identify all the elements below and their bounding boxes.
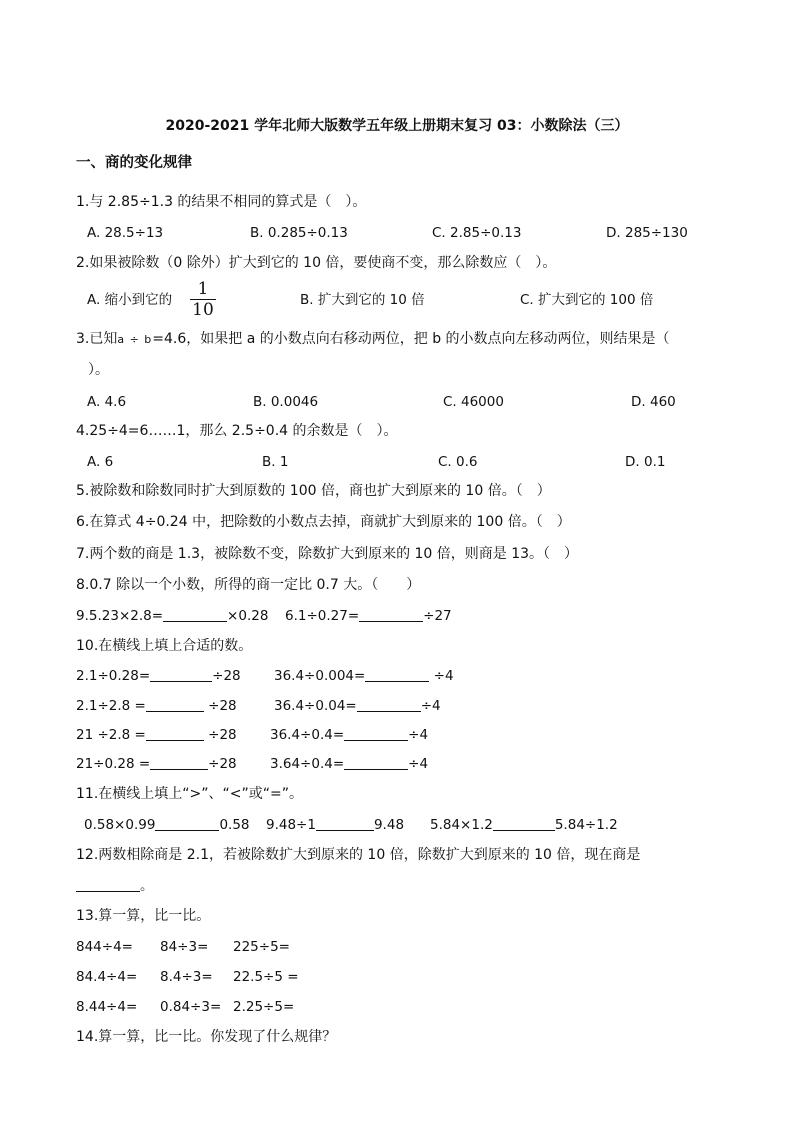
answer-blank[interactable] <box>316 816 374 831</box>
q11b-tail: 9.48 <box>373 817 405 833</box>
q3-ab-expression: a ÷ b <box>117 333 153 346</box>
q11c-expression: 5.84×1.2 <box>430 817 493 833</box>
q9a-expression: 9.5.23×2.8= <box>76 608 164 624</box>
question-3-line2: ）。 <box>88 362 109 378</box>
answer-blank[interactable] <box>493 816 555 831</box>
answer-blank[interactable] <box>150 755 208 770</box>
q10-expression: 21÷0.28 = <box>76 756 151 772</box>
question-9-part-a <box>76 606 268 626</box>
question-8: 8.0.7 除以一个小数，所得的商一定比 0.7 大。（ ） <box>76 577 421 593</box>
q1-option-c: C. 2.85÷0.13 <box>432 225 522 241</box>
q1-option-d: D. 285÷130 <box>606 225 688 241</box>
q1-option-b: B. 0.285÷0.13 <box>250 225 348 241</box>
q4-option-c: C. 0.6 <box>438 454 478 470</box>
q12-tail: 。 <box>140 878 154 894</box>
q4-option-b: B. 1 <box>262 454 289 470</box>
q10-expression: 3.64÷0.4= <box>270 756 345 772</box>
question-5: 5.被除数和除数同时扩大到原数的 100 倍，商也扩大到原来的 10 倍。（ ） <box>76 483 551 499</box>
q11-part-b <box>266 815 404 835</box>
question-10-stem: 10.在横线上填上合适的数。 <box>76 638 253 654</box>
q10-row2-left <box>76 696 237 716</box>
answer-blank[interactable] <box>146 697 204 712</box>
q2-option-b: B. 扩大到它的 10 倍 <box>300 292 425 308</box>
question-14-stem: 14.算一算，比一比。你发现了什么规律？ <box>76 1029 337 1045</box>
q10-tail: ÷28 <box>208 756 237 772</box>
q3-prefix: 3.已知 <box>76 331 118 347</box>
q13-expression: 22.5÷5 = <box>233 969 299 985</box>
question-9-part-b <box>285 606 452 626</box>
q11a-tail: 0.58 <box>219 817 250 833</box>
q4-option-a: A. 6 <box>87 454 114 470</box>
q10-expression: 2.1÷0.28= <box>76 668 151 684</box>
q10-expression: 36.4÷0.04= <box>274 698 357 714</box>
q13-expression: 2.25÷5= <box>233 999 295 1015</box>
answer-blank[interactable] <box>344 755 408 770</box>
q10-tail: ÷4 <box>408 756 429 772</box>
q10-tail: ÷28 <box>203 727 237 743</box>
question-6: 6.在算式 4÷0.24 中，把除数的小数点去掉，商就扩大到原来的 100 倍。（ ） <box>76 514 571 530</box>
question-2-stem: 2.如果被除数（0 除外）扩大到它的 10 倍，要使商不变，那么除数应（ ）。 <box>76 255 557 271</box>
q13-expression: 844÷4= <box>76 939 133 955</box>
q10-tail: ÷28 <box>212 668 241 684</box>
q9a-tail: ×0.28 <box>227 608 269 624</box>
q10-row1-right <box>274 666 454 686</box>
q3-option-a: A. 4.6 <box>87 394 127 410</box>
q2-option-a: A. 缩小到它的 <box>87 292 173 308</box>
q11c-tail: 5.84÷1.2 <box>554 817 618 833</box>
question-1-stem: 1.与 2.85÷1.3 的结果不相同的算式是（ ）。 <box>76 194 367 210</box>
answer-blank[interactable] <box>359 607 423 622</box>
q3-option-d: D. 460 <box>631 394 676 410</box>
q10-row2-right <box>274 696 441 716</box>
q10-row4-left <box>76 754 237 774</box>
answer-blank[interactable] <box>150 667 212 682</box>
q10-tail: ÷28 <box>203 698 237 714</box>
q13-expression: 8.4÷3= <box>160 969 213 985</box>
q9b-tail: ÷27 <box>423 608 452 624</box>
q1-option-a: A. 28.5÷13 <box>87 225 164 241</box>
question-3-stem <box>76 329 670 350</box>
fraction-denominator: 10 <box>192 300 214 320</box>
fraction-numerator: 1 <box>197 279 209 299</box>
q11a-expression: 0.58×0.99 <box>84 817 156 833</box>
q13-expression: 84÷3= <box>160 939 209 955</box>
question-7: 7.两个数的商是 1.3，被除数不变，除数扩大到原来的 10 倍，则商是 13。（ ） <box>76 546 579 562</box>
page-title: 2020-2021 学年北师大版数学五年级上册期末复习 03：小数除法（三） <box>165 118 629 134</box>
q2-option-c: C. 扩大到它的 100 倍 <box>520 292 654 308</box>
answer-blank[interactable] <box>146 726 204 741</box>
q9b-expression: 6.1÷0.27= <box>285 608 360 624</box>
question-12-answer-line <box>76 876 154 896</box>
answer-blank[interactable] <box>357 697 421 712</box>
q10-tail: ÷4 <box>429 668 454 684</box>
answer-blank[interactable] <box>365 667 429 682</box>
q10-tail: ÷4 <box>420 698 441 714</box>
question-11-stem: 11.在横线上填上“>”、“<”或“=”。 <box>76 786 303 802</box>
answer-blank[interactable] <box>344 726 408 741</box>
question-12-stem: 12.两数相除商是 2.1，若被除数扩大到原来的 10 倍，除数扩大到原来的 10 倍，现在商是 <box>76 847 641 863</box>
q10-row1-left <box>76 666 241 686</box>
q3-option-c: C. 46000 <box>443 394 504 410</box>
q10-expression: 36.4÷0.004= <box>274 668 366 684</box>
q3-option-b: B. 0.0046 <box>253 394 319 410</box>
q13-expression: 8.44÷4= <box>76 999 138 1015</box>
q10-row3-left <box>76 725 237 745</box>
answer-blank[interactable] <box>163 607 227 622</box>
section-heading: 一、商的变化规律 <box>76 155 192 171</box>
q4-option-d: D. 0.1 <box>625 454 666 470</box>
q11-part-c <box>430 815 618 835</box>
fraction-one-tenth <box>190 280 216 319</box>
question-13-stem: 13.算一算，比一比。 <box>76 908 211 924</box>
q10-row4-right <box>270 754 428 774</box>
answer-blank[interactable] <box>155 816 219 831</box>
q10-row3-right <box>270 725 428 745</box>
q13-expression: 0.84÷3= <box>160 999 222 1015</box>
q13-expression: 84.4÷4= <box>76 969 138 985</box>
q10-expression: 21 ÷2.8 = <box>76 727 146 743</box>
q11-part-a <box>84 815 250 835</box>
q10-expression: 36.4÷0.4= <box>270 727 345 743</box>
q11b-expression: 9.48÷1 <box>266 817 316 833</box>
question-4-stem: 4.25÷4=6……1，那么 2.5÷0.4 的余数是（ ）。 <box>76 423 398 439</box>
q10-tail: ÷4 <box>408 727 429 743</box>
answer-blank[interactable] <box>76 877 140 892</box>
q13-expression: 225÷5= <box>233 939 290 955</box>
q3-suffix: =4.6，如果把 a 的小数点向右移动两位，把 b 的小数点向左移动两位，则结果是（ <box>152 331 670 347</box>
q10-expression: 2.1÷2.8 = <box>76 698 146 714</box>
